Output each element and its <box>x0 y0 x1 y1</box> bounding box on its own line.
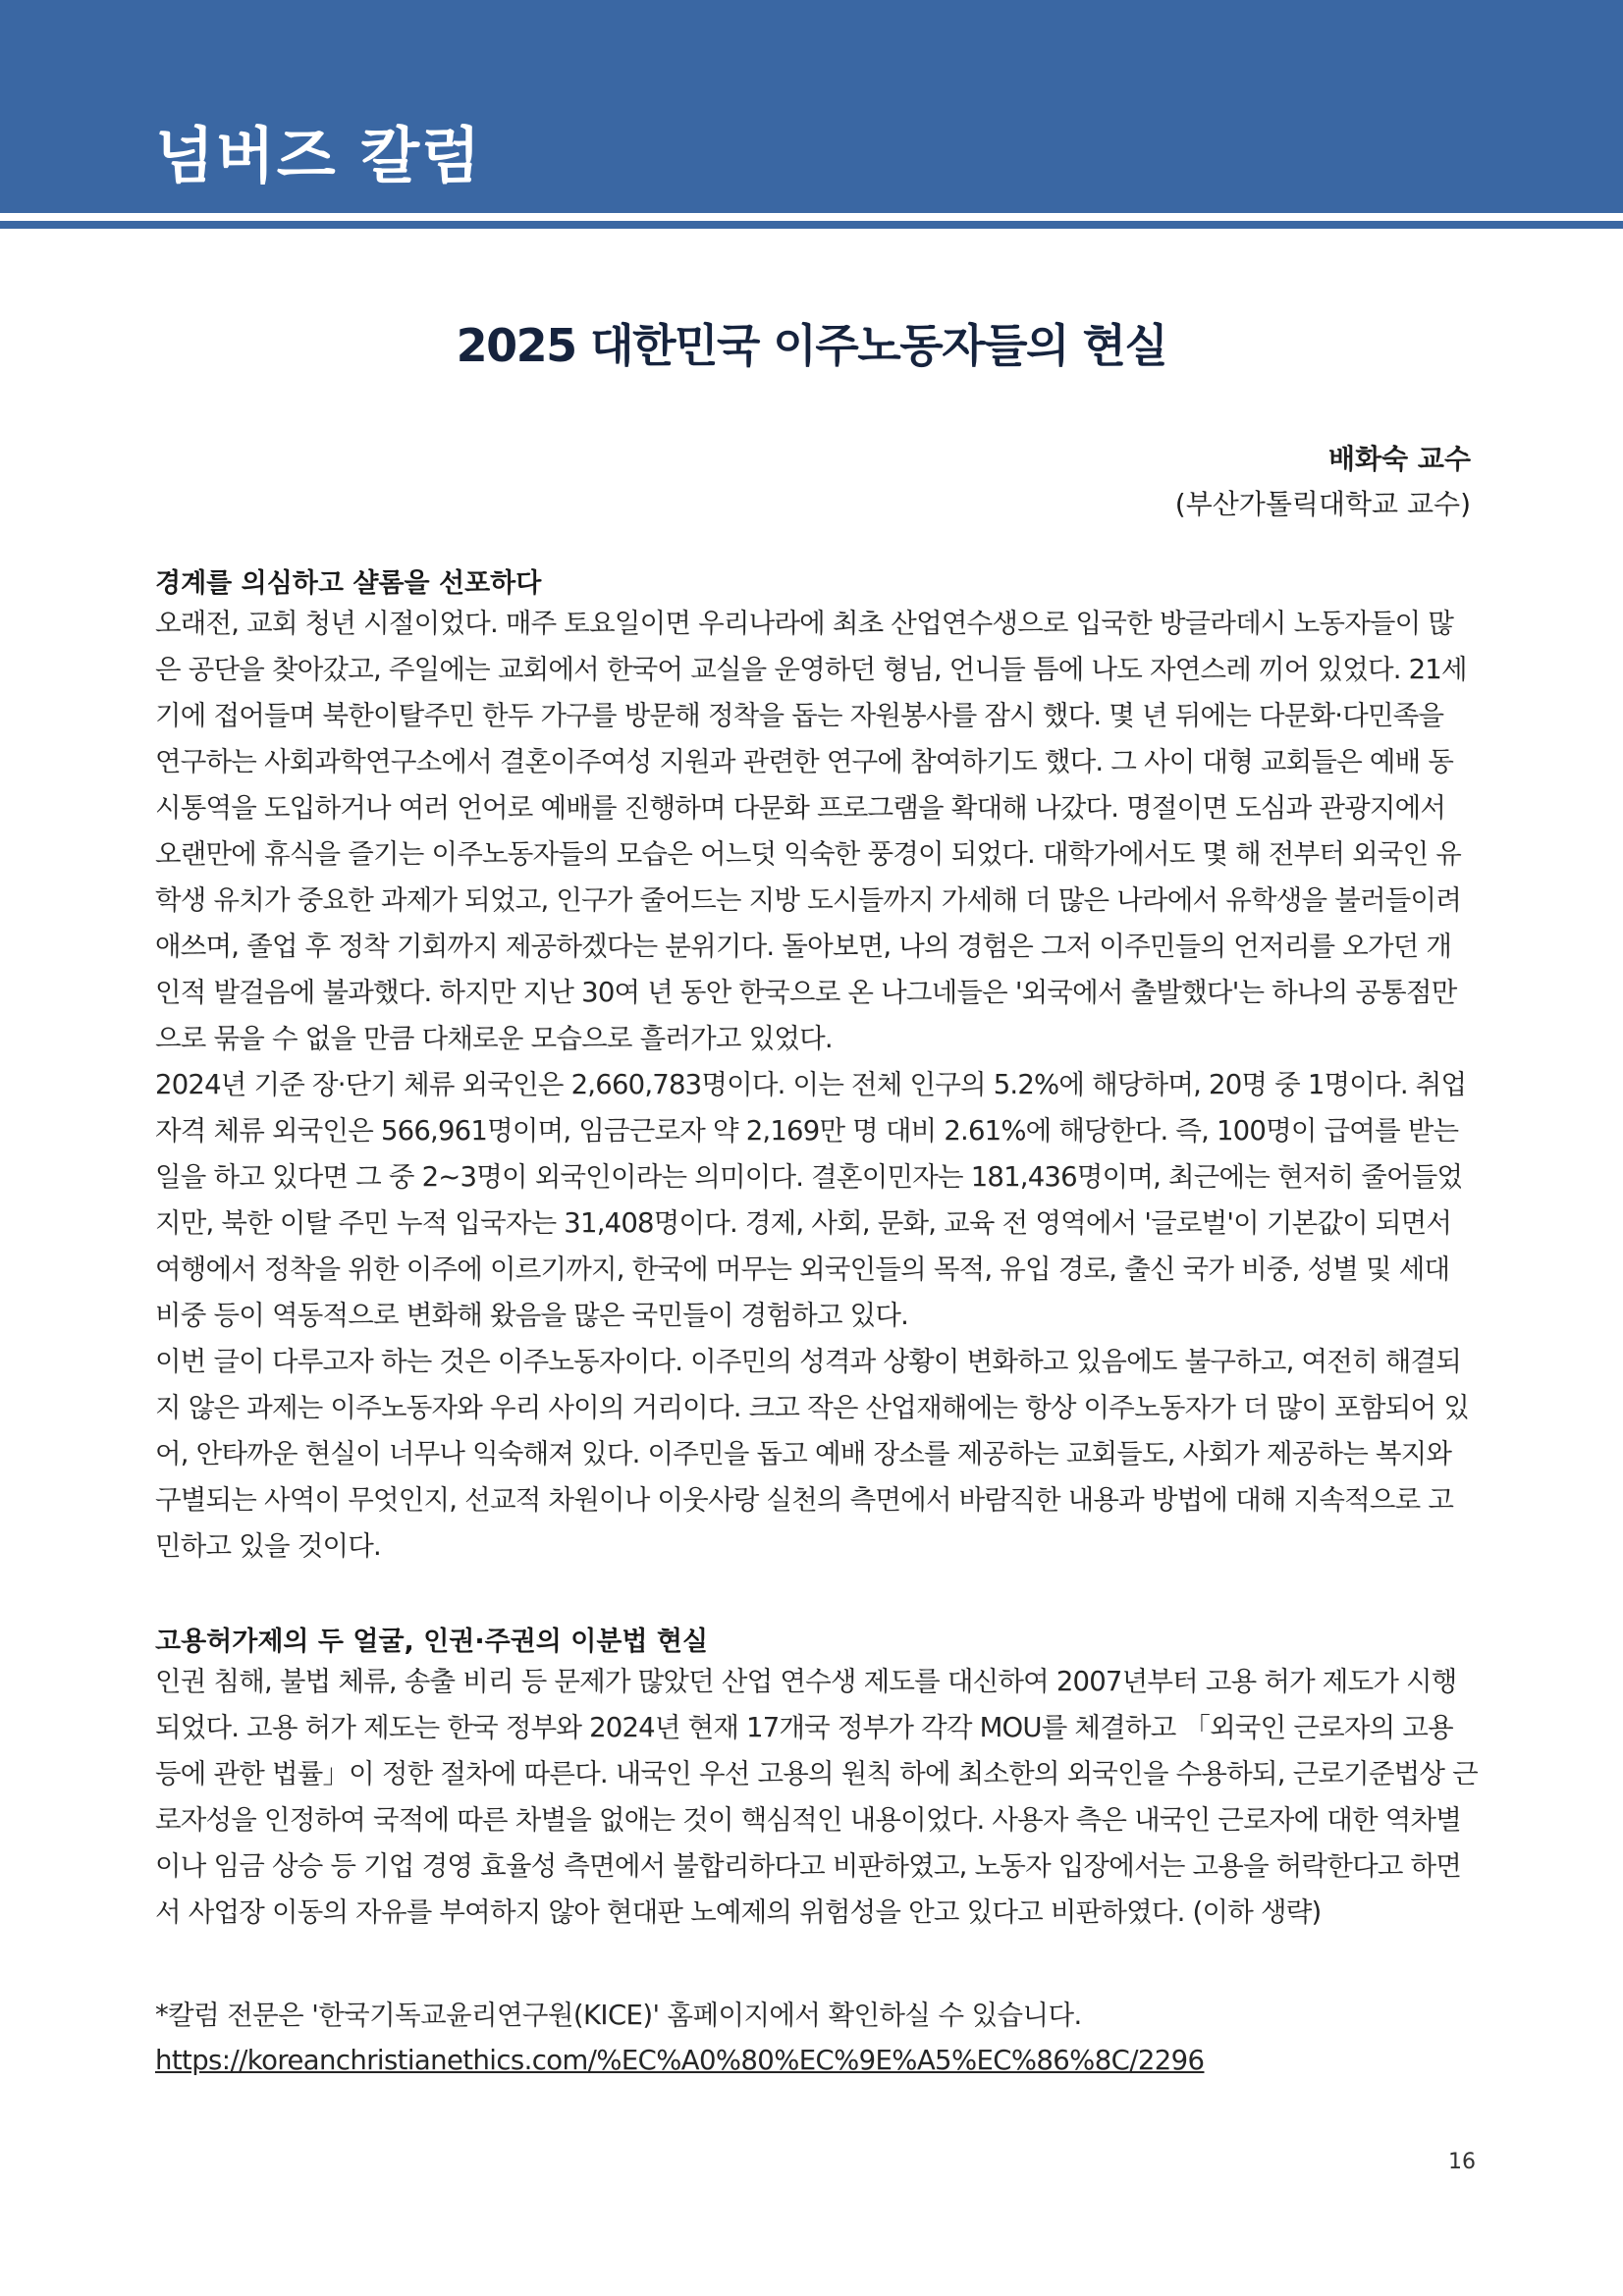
text-line: 민하고 있을 것이다. <box>155 1530 381 1562</box>
text-line: 으로 묶을 수 없을 만큼 다채로운 모습으로 흘러가고 있었다. <box>155 1023 833 1054</box>
text-line: 등에 관한 법률」이 정한 절차에 따른다. 내국인 우선 고용의 원칙 하에 최소한의 외국인을 수용하되, 근로기준법상 근 <box>155 1758 1478 1789</box>
article-title: 2025 대한민국 이주노동자들의 현실 <box>456 319 1167 372</box>
text-line: 서 사업장 이동의 자유를 부여하지 않아 현대판 노예제의 위험성을 안고 있다고 비판하였다. (이하 생략) <box>155 1896 1322 1928</box>
text-line: 오랜만에 휴식을 즐기는 이주노동자들의 모습은 어느덧 익숙한 풍경이 되었다. 대학가에서도 몇 해 전부터 외국인 유 <box>155 838 1462 870</box>
section-heading-1: 경계를 의심하고 샬롬을 선포하다 <box>155 568 542 599</box>
text-line: 어, 안타까운 현실이 너무나 익숙해져 있다. 이주민을 돕고 예배 장소를 제공하는 교회들도, 사회가 제공하는 복지와 <box>155 1438 1452 1469</box>
section2-paragraph <box>155 1659 1478 1936</box>
text-line: 지만, 북한 이탈 주민 누적 입국자는 31,408명이다. 경제, 사회, 문화, 교육 전 영역에서 '글로벌'이 기본값이 되면서 <box>155 1207 1452 1239</box>
text-line: 여행에서 정착을 위한 이주에 이르기까지, 한국에 머무는 외국인들의 목적, 유입 경로, 출신 국가 비중, 성별 및 세대 <box>155 1254 1450 1285</box>
text-line: 기에 접어들며 북한이탈주민 한두 가구를 방문해 정착을 돕는 자원봉사를 잠시 했다. 몇 년 뒤에는 다문화·다민족을 <box>155 700 1444 731</box>
text-line: 이나 임금 상승 등 기업 경영 효율성 측면에서 불합리하다고 비판하였고, 노동자 입장에서는 고용을 허락한다고 하면 <box>155 1850 1462 1882</box>
column-title: 넘버즈 칼럼 <box>155 120 483 191</box>
text-line: 지 않은 과제는 이주노동자와 우리 사이의 거리이다. 크고 작은 산업재해에는 항상 이주노동자가 더 많이 포함되어 있 <box>155 1392 1470 1423</box>
footnote <box>155 1993 1204 2083</box>
text-line: 인적 발걸음에 불과했다. 하지만 지난 30여 년 동안 한국으로 온 나그네들은 '외국에서 출발했다'는 하나의 공통점만 <box>155 977 1457 1008</box>
text-line: 일을 하고 있다면 그 중 2~3명이 외국인이라는 의미이다. 결혼이민자는 181,436명이며, 최근에는 현저히 줄어들었 <box>155 1161 1463 1193</box>
text-line: 애쓰며, 졸업 후 정착 기회까지 제공하겠다는 분위기다. 돌아보면, 나의 경험은 그저 이주민들의 언저리를 오가던 개 <box>155 931 1452 962</box>
page-number: 16 <box>1448 2150 1476 2174</box>
section-heading-2: 고용허가제의 두 얼굴, 인권·주권의 이분법 현실 <box>155 1627 709 1657</box>
header-divider <box>0 221 1623 229</box>
text-line: 되었다. 고용 허가 제도는 한국 정부와 2024년 현재 17개국 정부가 각각 MOU를 체결하고 「외국인 근로자의 고용 <box>155 1712 1453 1743</box>
text-line: 구별되는 사역이 무엇인지, 선교적 차원이나 이웃사랑 실천의 측면에서 바람직한 내용과 방법에 대해 지속적으로 고 <box>155 1484 1454 1516</box>
text-line: 학생 유치가 중요한 과제가 되었고, 인구가 줄어드는 지방 도시들까지 가세해 더 많은 나라에서 유학생을 불러들이려 <box>155 884 1462 916</box>
text-line: 자격 체류 외국인은 566,961명이며, 임금근로자 약 2,169만 명 대비 2.61%에 해당한다. 즉, 100명이 급여를 받는 <box>155 1115 1459 1147</box>
text-line: 로자성을 인정하여 국적에 따른 차별을 없애는 것이 핵심적인 내용이었다. 사용자 측은 내국인 근로자에 대한 역차별 <box>155 1804 1462 1836</box>
author-affiliation: (부산가톨릭대학교 교수) <box>1174 488 1471 520</box>
author-name: 배화숙 교수 <box>1328 443 1471 475</box>
text-line: 이번 글이 다루고자 하는 것은 이주노동자이다. 이주민의 성격과 상황이 변화하고 있음에도 불구하고, 여전히 해결되 <box>155 1346 1462 1377</box>
text-line: 비중 등이 역동적으로 변화해 왔음을 많은 국민들이 경험하고 있다. <box>155 1300 909 1331</box>
text-line: 오래전, 교회 청년 시절이었다. 매주 토요일이면 우리나라에 최초 산업연수생으로 입국한 방글라데시 노동자들이 많 <box>155 608 1454 639</box>
source-link[interactable]: https://koreanchristianethics.com/%EC%A0%80%EC%9E%A5%EC%86%8C/2296 <box>155 2045 1205 2076</box>
author-block <box>1175 437 1471 527</box>
text-line: 2024년 기준 장·단기 체류 외국인은 2,660,783명이다. 이는 전체 인구의 5.2%에 해당하며, 20명 중 1명이다. 취업 <box>155 1069 1467 1100</box>
text-line: 인권 침해, 불법 체류, 송출 비리 등 문제가 많았던 산업 연수생 제도를 대신하여 2007년부터 고용 허가 제도가 시행 <box>155 1666 1457 1697</box>
section1-paragraph-1 <box>155 601 1471 1570</box>
text-line: 은 공단을 찾아갔고, 주일에는 교회에서 한국어 교실을 운영하던 형님, 언니들 틈에 나도 자연스레 끼어 있었다. 21세 <box>155 654 1467 685</box>
footnote-text: *칼럼 전문은 '한국기독교윤리연구원(KICE)' 홈페이지에서 확인하실 수 있습니다. <box>155 2000 1082 2031</box>
text-line: 시통역을 도입하거나 여러 언어로 예배를 진행하며 다문화 프로그램을 확대해 나갔다. 명절이면 도심과 관광지에서 <box>155 792 1446 824</box>
text-line: 연구하는 사회과학연구소에서 결혼이주여성 지원과 관련한 연구에 참여하기도 했다. 그 사이 대형 교회들은 예배 동 <box>155 746 1454 777</box>
